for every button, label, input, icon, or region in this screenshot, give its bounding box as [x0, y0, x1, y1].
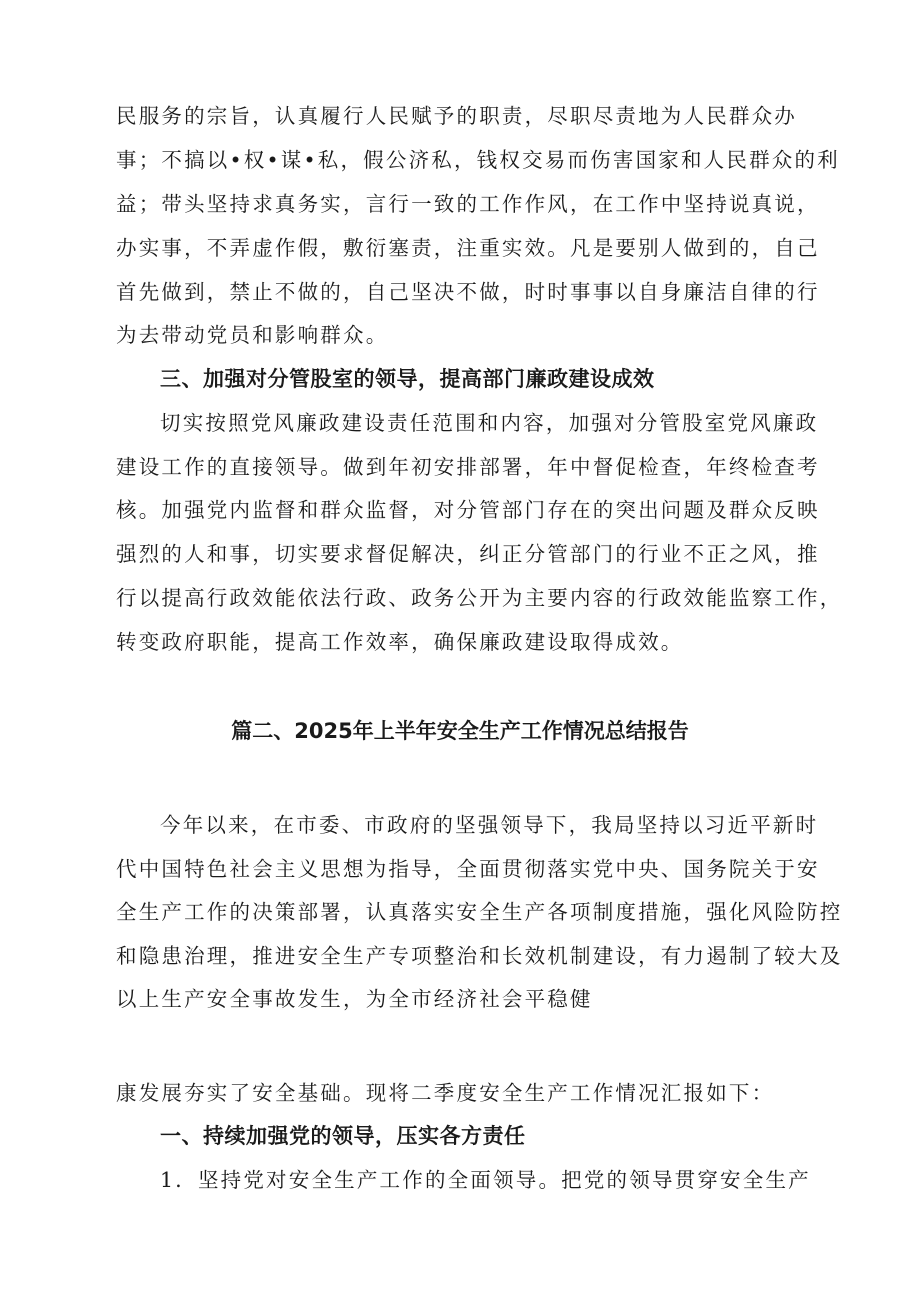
- paragraph-line: 全生产工作的决策部署，认真落实安全生产各项制度措施，强化风险防控: [116, 900, 843, 924]
- paragraph-line: 核。加强党内监督和群众监督，对分管部门存在的突出问题及群众反映: [116, 498, 820, 522]
- paragraph-line: 益；带头坚持求真务实，言行一致的工作作风，在工作中坚持说真说，: [116, 192, 820, 216]
- paragraph-line: 首先做到，禁止不做的，自己坚决不做，时时事事以自身廉洁自律的行: [116, 280, 820, 304]
- paragraph-line: 办实事，不弄虚作假，敷衍塞责，注重实效。凡是要别人做到的，自己: [116, 236, 820, 260]
- paragraph-line: 行以提高行政效能依法行政、政务公开为主要内容的行政效能监察工作，: [116, 586, 843, 610]
- paragraph-line: 代中国特色社会主义思想为指导，全面贯彻落实党中央、国务院关于安: [116, 857, 820, 881]
- numbered-item: 1．坚持党对安全生产工作的全面领导。把党的领导贯穿安全生产: [160, 1168, 811, 1192]
- paragraph-line: 转变政府职能，提高工作效率，确保廉政建设取得成效。: [116, 630, 684, 654]
- section-heading: 一、持续加强党的领导，压实各方责任: [160, 1124, 526, 1148]
- section-heading: 三、加强对分管股室的领导，提高部门廉政建设成效: [160, 367, 655, 391]
- article-title: 篇二、2025年上半年安全生产工作情况总结报告: [231, 719, 689, 743]
- paragraph-line: 切实按照党风廉政建设责任范围和内容，加强对分管股室党风廉政: [160, 411, 819, 435]
- paragraph-line: 强烈的人和事，切实要求督促解决，纠正分管部门的行业不正之风，推: [116, 542, 820, 566]
- paragraph-line: 建设工作的直接领导。做到年初安排部署，年中督促检查，年终检查考: [116, 455, 820, 479]
- paragraph-line: 康发展夯实了安全基础。现将二季度安全生产工作情况汇报如下：: [116, 1081, 775, 1105]
- paragraph-line: 和隐患治理，推进安全生产专项整治和长效机制建设，有力遏制了较大及: [116, 944, 843, 968]
- paragraph-line: 事；不搞以•权•谋•私，假公济私，钱权交易而伤害国家和人民群众的利: [116, 148, 840, 172]
- paragraph-line: 以上生产安全事故发生，为全市经济社会平稳健: [116, 987, 593, 1011]
- paragraph-line: 为去带动党员和影响群众。: [116, 323, 389, 347]
- paragraph-line: 民服务的宗旨，认真履行人民赋予的职责，尽职尽责地为人民群众办: [116, 104, 797, 128]
- paragraph-line: 今年以来，在市委、市政府的坚强领导下，我局坚持以习近平新时: [160, 813, 819, 837]
